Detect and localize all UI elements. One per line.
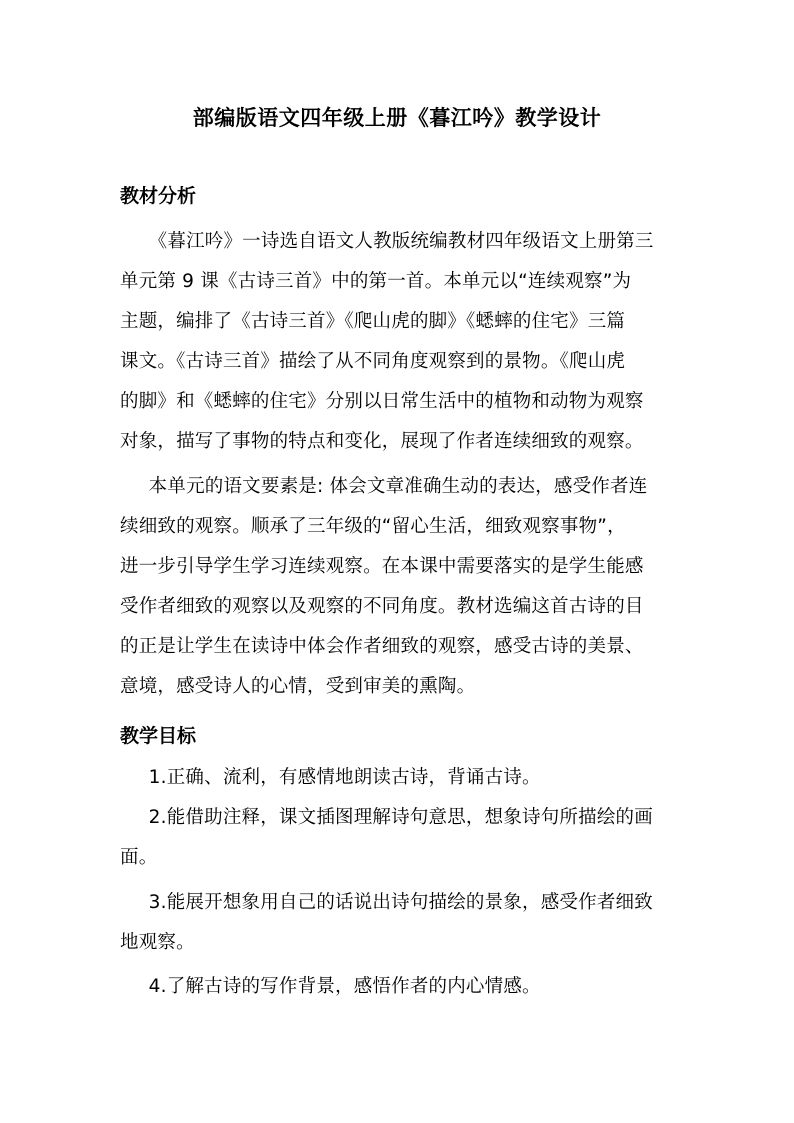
paragraph-line: 本单元的语文要素是: 体会文章准确生动的表达，感受作者连 bbox=[148, 476, 648, 497]
paragraph-line: 地观察。 bbox=[120, 932, 195, 953]
paragraph-line: 3.能展开想象用自己的话说出诗句描绘的景象，感受作者细致 bbox=[148, 892, 653, 913]
paragraph-line: 《暮江吟》一诗选自语文人教版统编教材四年级语文上册第三 bbox=[148, 231, 654, 252]
paragraph-line: 4.了解古诗的写作背景，感悟作者的内心情感。 bbox=[148, 976, 541, 997]
paragraph-line: 主题，编排了《古诗三首》《爬山虎的脚》《蟋蟀的住宅》三篇 bbox=[120, 311, 626, 332]
goal-item-3 bbox=[120, 883, 676, 963]
section-heading-textbook-analysis: 教材分析 bbox=[120, 185, 197, 207]
paragraph-textbook-analysis-1 bbox=[120, 222, 676, 462]
paragraph-line: 进一步引导学生学习连续观察。在本课中需要落实的是学生能感 bbox=[120, 556, 644, 577]
section-heading-teaching-goals: 教学目标 bbox=[120, 725, 197, 747]
paragraph-line: 1.正确、流利，有感情地朗读古诗，背诵古诗。 bbox=[148, 767, 541, 788]
paragraph-textbook-analysis-2 bbox=[120, 467, 676, 707]
paragraph-line: 对象，描写了事物的特点和变化，展现了作者连续细致的观察。 bbox=[120, 431, 644, 452]
paragraph-line: 2.能借助注释，课文插图理解诗句意思，想象诗句所描绘的画 bbox=[148, 807, 653, 828]
document-title: 部编版语文四年级上册《暮江吟》教学设计 bbox=[192, 106, 602, 130]
goal-item-2 bbox=[120, 798, 676, 878]
paragraph-line: 续细致的观察。顺承了三年级的“留心生活，细致观察事物”， bbox=[120, 516, 626, 537]
paragraph-line: 的脚》和《蟋蟀的住宅》分别以日常生活中的植物和动物为观察 bbox=[120, 391, 644, 412]
paragraph-line: 的正是让学生在读诗中体会作者细致的观察，感受古诗的美景、 bbox=[120, 636, 644, 657]
paragraph-line: 课文。《古诗三首》描绘了从不同角度观察到的景物。《爬山虎 bbox=[120, 351, 626, 372]
paragraph-line: 面。 bbox=[120, 847, 158, 868]
paragraph-line: 单元第 9 课《古诗三首》中的第一首。本单元以“连续观察”为 bbox=[120, 271, 632, 292]
goal-item-4 bbox=[120, 967, 676, 1007]
paragraph-line: 受作者细致的观察以及观察的不同角度。教材选编这首古诗的目 bbox=[120, 596, 644, 617]
paragraph-line: 意境，感受诗人的心情，受到审美的熏陶。 bbox=[120, 676, 476, 697]
goal-item-1 bbox=[120, 758, 676, 798]
